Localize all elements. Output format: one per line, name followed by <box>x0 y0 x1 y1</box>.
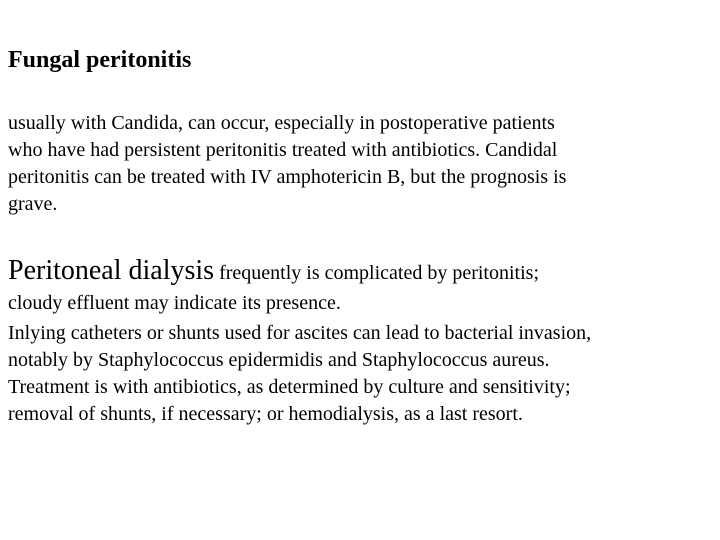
fungal-peritonitis-heading: Fungal peritonitis <box>8 47 192 73</box>
fungal-line-1-pre: usually with <box>8 112 112 134</box>
peritoneal-dialysis-paragraph <box>8 254 714 288</box>
fungal-peritonitis-paragraph <box>8 110 714 218</box>
fungal-line-3: peritonitis can be treated with IV amphotericin B, but the prognosis is <box>8 166 567 188</box>
peritoneal-dialysis-term: Peritoneal dialysis <box>8 255 215 286</box>
fungal-line-1 <box>8 110 714 137</box>
catheters-paragraph <box>8 320 714 428</box>
catheters-line-3: Treatment is with antibiotics, as determined by culture and sensitivity; <box>8 376 571 398</box>
fungal-line-1-post: , can occur, especially in postoperative patients <box>178 112 555 134</box>
dialysis-line-1-rest: frequently is complicated by peritonitis; <box>214 262 539 284</box>
catheters-line-1: Inlying catheters or shunts used for ascites can lead to bacterial invasion, <box>8 322 592 344</box>
candida-term: Candida <box>111 112 178 134</box>
dialysis-line-1 <box>8 254 714 288</box>
fungal-line-4: grave. <box>8 193 58 215</box>
dialysis-continuation <box>8 290 714 317</box>
dialysis-line-2: cloudy effluent may indicate its presence. <box>8 292 341 314</box>
catheters-line-2: notably by Staphylococcus epidermidis and Staphylococcus aureus. <box>8 349 550 371</box>
catheters-line-4: removal of shunts, if necessary; or hemodialysis, as a last resort. <box>8 403 523 425</box>
fungal-line-2: who have had persistent peritonitis treated with antibiotics. Candidal <box>8 139 558 161</box>
